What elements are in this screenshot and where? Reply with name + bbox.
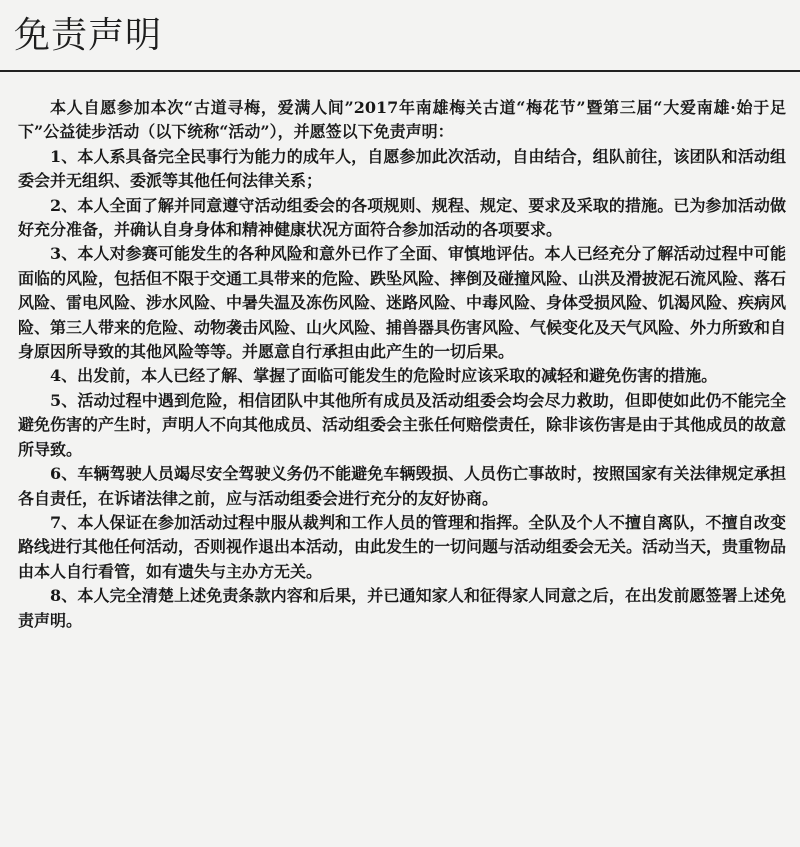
clause-4: 4、出发前，本人已经了解、掌握了面临可能发生的危险时应该采取的减轻和避免伤害的措施。 (50, 366, 718, 386)
clause-5: 5、活动过程中遇到危险，相信团队中其他所有成员及活动组委会均会尽力救助，但即使如此仍不能完全避免伤害的产生时，声明人不向其他成员、活动组委会主张任何赔偿责任，除非该伤害是由于其他成员的故意所导致。 (18, 390, 787, 459)
disclaimer-body (18, 96, 786, 633)
page-header (0, 0, 800, 72)
clause-2: 2、本人全面了解并同意遵守活动组委会的各项规则、规程、规定、要求及采取的措施。已为参加活动做好充分准备，并确认自身身体和精神健康状况方面符合参加活动的各项要求。 (18, 195, 786, 240)
page-title: 免责声明 (14, 15, 163, 56)
clause-7: 7、本人保证在参加活动过程中服从裁判和工作人员的管理和指挥。全队及个人不擅自离队，不擅自改变路线进行其他任何活动，否则视作退出本活动，由此发生的一切问题与活动组委会无关。活动当天，贵重物品由本人自行看管，如有遗失与主办方无关。 (18, 512, 787, 581)
clause-1: 1、本人系具备完全民事行为能力的成年人，自愿参加此次活动，自由结合，组队前往，该团队和活动组委会并无组织、委派等其他任何法律关系； (18, 146, 786, 191)
clause-3: 3、本人对参赛可能发生的各种风险和意外已作了全面、审慎地评估。本人已经充分了解活动过程中可能面临的风险，包括但不限于交通工具带来的危险、跌坠风险、摔倒及碰撞风险、山洪及滑披泥石流风险、落石风险、雷电风险、涉水风险、中暑失温及冻伤风险、迷路风险、中毒风险、身体受损风险、饥渴风险、疾病风险、第三人带来的危险、动物袭击风险、山火风险、捕兽器具伤害风险、气候变化及天气风险、外力所致和自身原因所导致的其他风险等等。并愿意自行承担由此产生的一切后果。 (18, 244, 787, 362)
clause-6: 6、车辆驾驶人员竭尽安全驾驶义务仍不能避免车辆毁损、人员伤亡事故时，按照国家有关法律规定承担各自责任，在诉诸法律之前，应与活动组委会进行充分的友好协商。 (18, 464, 786, 508)
intro-paragraph: 本人自愿参加本次“古道寻梅，爱满人间”2017年南雄梅关古道“梅花节”暨第三届“大爱南雄·始于足下”公益徒步活动（以下统称“活动”），并愿签以下免责声明： (18, 98, 786, 142)
clause-8: 8、本人完全清楚上述免责条款内容和后果，并已通知家人和征得家人同意之后，在出发前愿签署上述免责声明。 (18, 586, 786, 630)
